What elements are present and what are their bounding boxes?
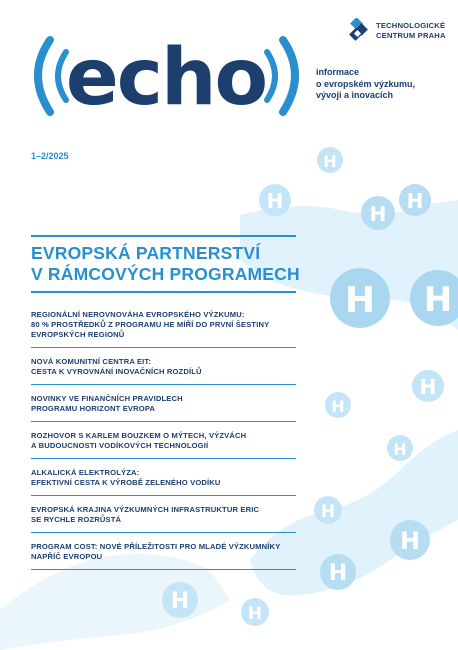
atom-label: H bbox=[393, 440, 407, 459]
publisher-name-line2: CENTRUM PRAHA bbox=[376, 31, 446, 40]
molecule-atom bbox=[330, 268, 390, 328]
atom-label: H bbox=[320, 502, 336, 522]
molecule-atom bbox=[412, 370, 444, 402]
atom-label: H bbox=[328, 561, 348, 586]
main-title: EVROPSKÁ PARTNERSTVÍ V RÁMCOVÝCH PROGRAMECH bbox=[31, 243, 300, 284]
atom-label: H bbox=[423, 280, 453, 320]
toc-item[interactable] bbox=[31, 505, 296, 533]
atom-label: H bbox=[419, 375, 437, 399]
atom-label: H bbox=[247, 604, 263, 624]
toc-item-title: NOVÁ KOMUNITNÍ CENTRA EIT: CESTA K VYROVNÁNÍ INOVAČNÍCH ROZDÍLŮ bbox=[31, 357, 296, 385]
molecule-atom bbox=[387, 435, 413, 461]
issue-number: 1–2/2025 bbox=[31, 151, 69, 161]
publisher-logo bbox=[346, 18, 456, 52]
toc-item-title: REGIONÁLNÍ NEROVNOVÁHA EVROPSKÉHO VÝZKUMU: 80 % PROSTŘEDKŮ Z PROGRAMU HE MÍŘÍ DO PRVNÍ ŠESTINY EVROPSKÝCH REGIONŮ bbox=[31, 310, 296, 348]
atom-label: H bbox=[331, 397, 345, 416]
toc-item[interactable] bbox=[31, 431, 296, 459]
atom-label: H bbox=[406, 189, 424, 213]
toc-item-title: PROGRAM COST: NOVÉ PŘÍLEŽITOSTI PRO MLADÉ VÝZKUMNÍKY NAPŘÍČ EVROPOU bbox=[31, 542, 296, 570]
echo-logo bbox=[24, 20, 309, 130]
title-bottom-rule bbox=[31, 291, 296, 293]
publisher-name-line1: TECHNOLOGICKÉ bbox=[376, 21, 446, 30]
atom-label: H bbox=[170, 589, 190, 614]
toc-item-title: NOVINKY VE FINANČNÍCH PRAVIDLECH PROGRAMU HORIZONT EVROPA bbox=[31, 394, 296, 422]
atom-label: H bbox=[399, 527, 421, 555]
molecule-atom bbox=[314, 496, 342, 524]
toc-item[interactable] bbox=[31, 357, 296, 385]
molecule-atom bbox=[361, 196, 395, 230]
toc-item[interactable] bbox=[31, 468, 296, 496]
molecule-atom bbox=[162, 582, 198, 618]
molecule-atom bbox=[317, 147, 343, 173]
molecule-atom bbox=[325, 392, 351, 418]
toc-item[interactable] bbox=[31, 542, 296, 570]
molecule-atom bbox=[241, 598, 269, 626]
molecule-atom bbox=[259, 184, 291, 216]
molecule-atom bbox=[390, 520, 430, 560]
toc-item-title: ALKALICKÁ ELEKTROLÝZA: EFEKTIVNÍ CESTA K VÝROBĚ ZELENÉHO VODÍKU bbox=[31, 468, 296, 496]
atom-label: H bbox=[369, 202, 387, 226]
atom-label: H bbox=[344, 280, 376, 321]
tc-diamond-logo-icon bbox=[346, 18, 372, 44]
tagline: informace o evropském výzkumu, vývoji a inovacích bbox=[316, 67, 416, 100]
signal-waves-right-icon bbox=[267, 40, 295, 112]
molecule-atom bbox=[399, 184, 431, 216]
echo-wordmark: echo bbox=[65, 33, 267, 123]
atom-label: H bbox=[266, 189, 284, 213]
table-of-contents bbox=[31, 310, 296, 579]
molecule-atom bbox=[320, 554, 356, 590]
toc-item[interactable] bbox=[31, 394, 296, 422]
toc-item-title: EVROPSKÁ KRAJINA VÝZKUMNÝCH INFRASTRUKTUR ERIC SE RYCHLE ROZRŮSTÁ bbox=[31, 505, 296, 533]
atom-label: H bbox=[323, 152, 337, 171]
title-top-rule bbox=[31, 235, 296, 237]
toc-item[interactable] bbox=[31, 310, 296, 348]
toc-item-title: ROZHOVOR S KARLEM BOUZKEM O MÝTECH, VÝZVÁCH A BUDOUCNOSTI VODÍKOVÝCH TECHNOLOGIÍ bbox=[31, 431, 296, 459]
publisher-name bbox=[376, 21, 446, 41]
signal-waves-left-icon bbox=[38, 40, 66, 112]
